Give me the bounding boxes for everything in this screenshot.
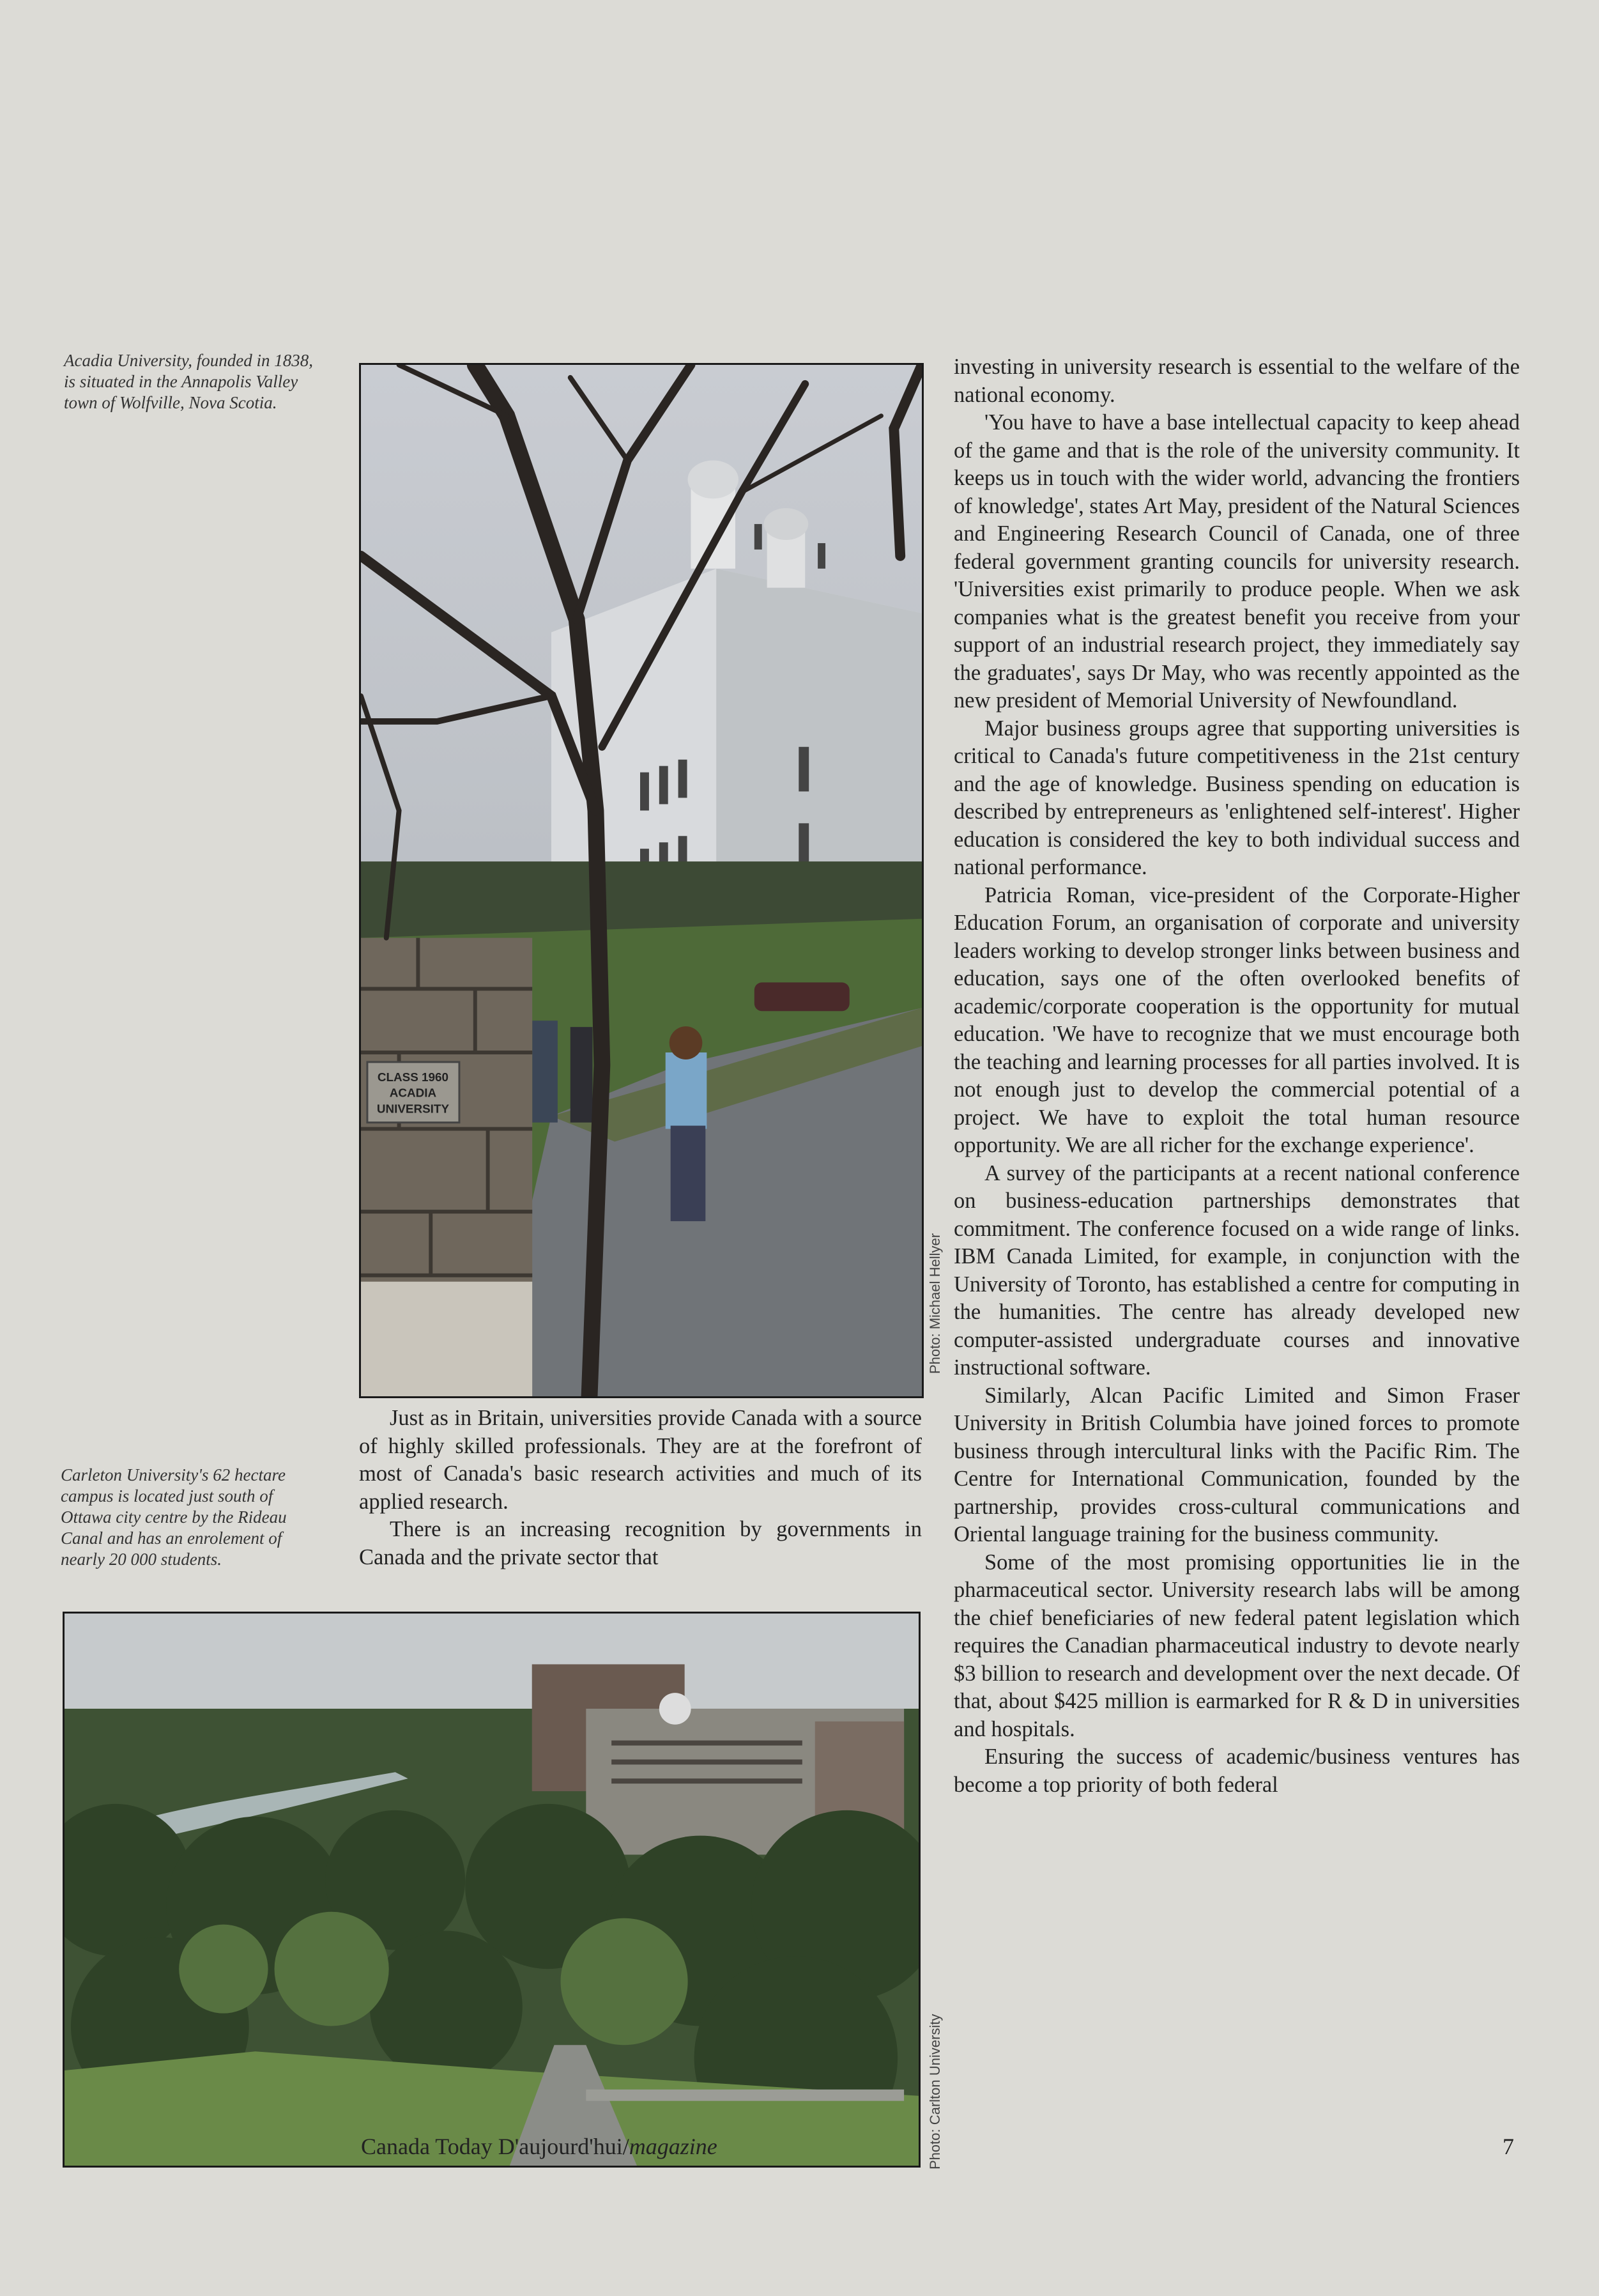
middle-paragraph: Just as in Britain, universities provide Canada with a source of highly skilled professionals. They are at the forefront of most of Canada's basic research activities and much of its applied research. — [359, 1406, 922, 1514]
acadia-sign-line2: ACADIA — [389, 1086, 437, 1100]
middle-column — [359, 1405, 922, 1571]
right-paragraph: Patricia Roman, vice-president of the Corporate-Higher Education Forum, an organisation of corporate and university leaders working to develop stronger links between business and education, says one of the often overlooked benefits of academic/corporate cooperation is the opportunity for mutual education. 'We have to recognize that we must encourage both the teaching and learning processes for all parties involved. It is not enough just to develop the commercial potential of a project. We have to exploit the total human resource opportunity. We are all richer for the exchange experience'. — [954, 882, 1520, 1157]
right-column — [954, 353, 1520, 1799]
carleton-university-photo — [63, 1612, 921, 2168]
carleton-caption: Carleton University's 62 hectare campus is located just south of Ottawa city centre by the Rideau Canal and has an enrolement of nearly 20 000 students. — [61, 1465, 287, 1569]
footer-publication — [361, 2133, 717, 2160]
acadia-photo-credit: Photo: Michael Hellyer — [927, 1233, 943, 1374]
right-continuation: investing in university research is essential to the welfare of the national economy. — [954, 355, 1520, 407]
carleton-photo-credit: Photo: Carlton University — [927, 2014, 943, 2169]
page-number: 7 — [1503, 2134, 1514, 2159]
acadia-sign-line3: UNIVERSITY — [376, 1102, 450, 1116]
right-paragraph: 'You have to have a base intellectual capacity to keep ahead of the game and that is the role of the university community. It keeps us in touch with the wider world, advancing the frontiers of knowledge', states Art May, president of the Natural Sciences and Engineering Research Council of Canada, one of three federal government granting councils for university research. 'Universities exist primarily to produce people. When we ask companies what is the greatest benefit you receive from your support of an industrial research project, they immediately say the graduates', says Dr May, who was recently appointed as the new president of Memorial University of Newfoundland. — [954, 410, 1520, 713]
acadia-sign-line1: CLASS 1960 — [377, 1070, 449, 1084]
acadia-university-photo — [359, 363, 924, 1398]
right-paragraph: Ensuring the success of academic/business ventures has become a top priority of both federal — [954, 1745, 1520, 1797]
middle-paragraph: There is an increasing recognition by governments in Canada and the private sector that — [359, 1517, 922, 1569]
right-paragraph: A survey of the participants at a recent national conference on business-education partnerships demonstrates that commitment. The conference focused on a wide range of links. IBM Canada Limited, for example, in conjunction with the University of Toronto, has established a centre for computing in the humanities. The centre has already developed new computer-assisted undergraduate courses and innovative instructional software. — [954, 1160, 1520, 1380]
right-paragraph: Some of the most promising opportunities lie in the pharmaceutical sector. University research labs will be among the chief beneficiaries of new federal patent legislation which requires the Canadian pharmaceutical industry to devote nearly $3 billion to research and development over the next decade. Of that, about $425 million is earmarked for R & D in universities and hospitals. — [954, 1550, 1520, 1741]
footer-title: Canada Today D'aujourd'hui/ — [361, 2134, 629, 2159]
acadia-caption: Acadia University, founded in 1838, is situated in the Annapolis Valley town of Wolfville, Nova Scotia. — [64, 351, 313, 412]
right-paragraph: Similarly, Alcan Pacific Limited and Simon Fraser University in British Columbia have joined forces to promote business through intercultural links with the Pacific Rim. The Centre for International Communication, founded by the partnership, provides cross-cultural communications and Oriental language training for the business community. — [954, 1383, 1520, 1546]
footer-magazine: magazine — [629, 2134, 717, 2159]
right-paragraph: Major business groups agree that supporting universities is critical to Canada's future competitiveness in the 21st century and the age of knowledge. Business spending on education is described by entrepreneurs as 'enlightened self-interest'. Higher education is considered the key to both individual success and national performance. — [954, 716, 1520, 879]
